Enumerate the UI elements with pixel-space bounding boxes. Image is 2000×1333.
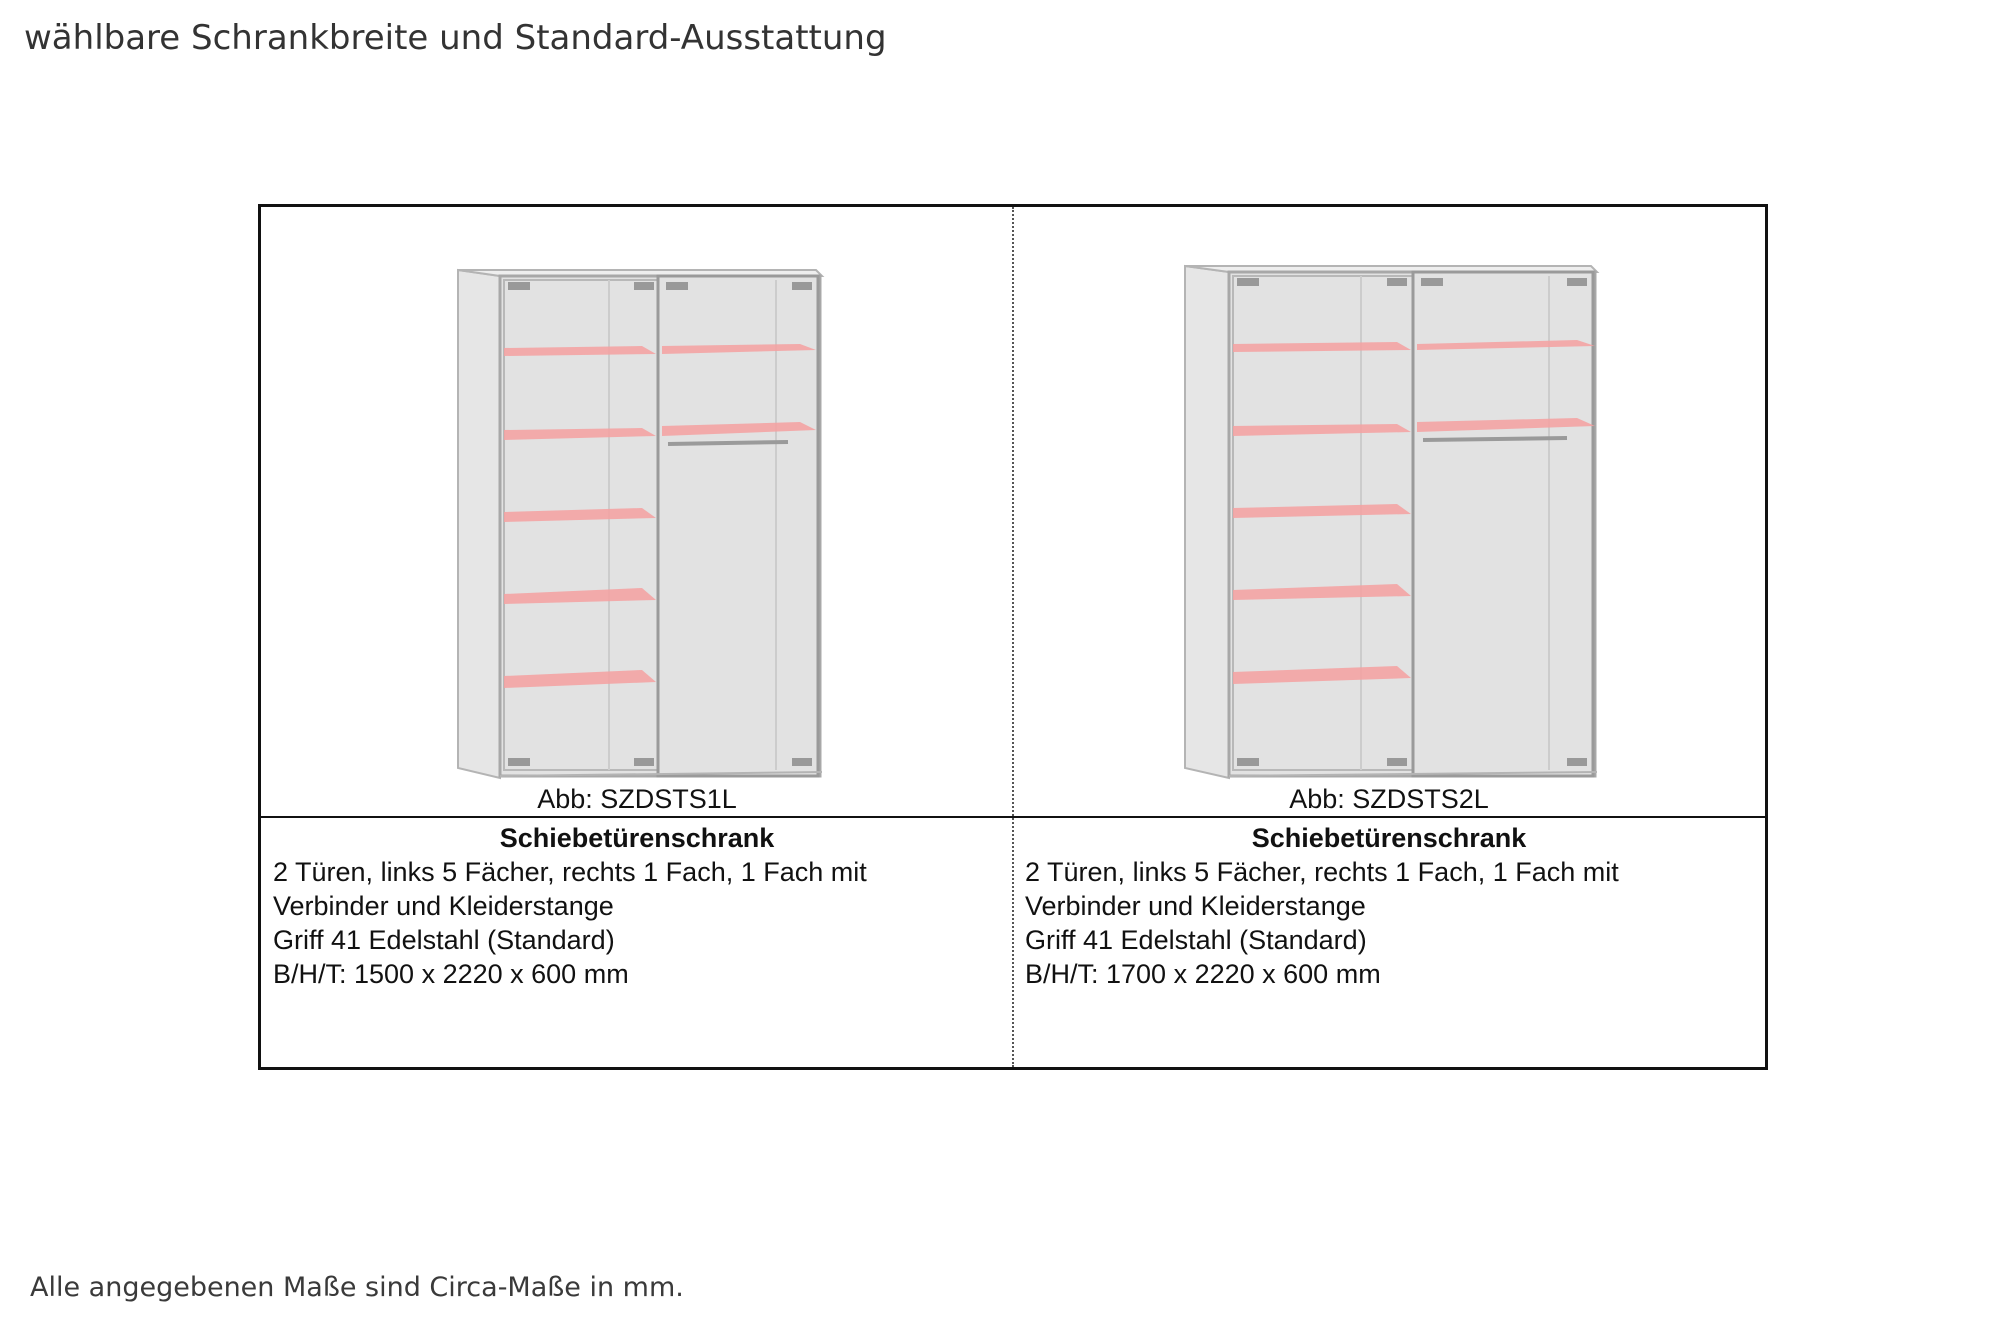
product-title-1: Schiebetürenschrank (499, 823, 775, 853)
wardrobe-illustration-1 (456, 262, 826, 782)
product-title-2: Schiebetürenschrank (1251, 823, 1527, 853)
page-heading: wählbare Schrankbreite und Standard-Ausstattung (24, 18, 887, 58)
product-image-caption-2: Abb: SZDSTS2L (1289, 784, 1489, 814)
product-description-line: Griff 41 Edelstahl (Standard) (1025, 925, 1367, 955)
product-description-line: Verbinder und Kleiderstange (1025, 891, 1366, 921)
product-description-line: Griff 41 Edelstahl (Standard) (273, 925, 615, 955)
product-description-line: 2 Türen, links 5 Fächer, rechts 1 Fach, 1 Fach mit (1025, 857, 1619, 887)
product-dimensions-1: B/H/T: 1500 x 2220 x 600 mm (273, 959, 629, 989)
product-image-cell-2 (1013, 207, 1765, 817)
wardrobe-illustration-2 (1183, 262, 1603, 782)
wardrobe-spec-table (258, 204, 1768, 1070)
product-dimensions-2: B/H/T: 1700 x 2220 x 600 mm (1025, 959, 1381, 989)
product-description-line: Verbinder und Kleiderstange (273, 891, 614, 921)
product-description-cell-1 (261, 818, 1013, 1067)
footnote: Alle angegebenen Maße sind Circa-Maße in mm. (30, 1272, 684, 1303)
product-image-cell-1 (261, 207, 1013, 817)
product-image-caption-1: Abb: SZDSTS1L (537, 784, 737, 814)
product-description-cell-2 (1013, 818, 1765, 1067)
product-description-line: 2 Türen, links 5 Fächer, rechts 1 Fach, 1 Fach mit (273, 857, 867, 887)
